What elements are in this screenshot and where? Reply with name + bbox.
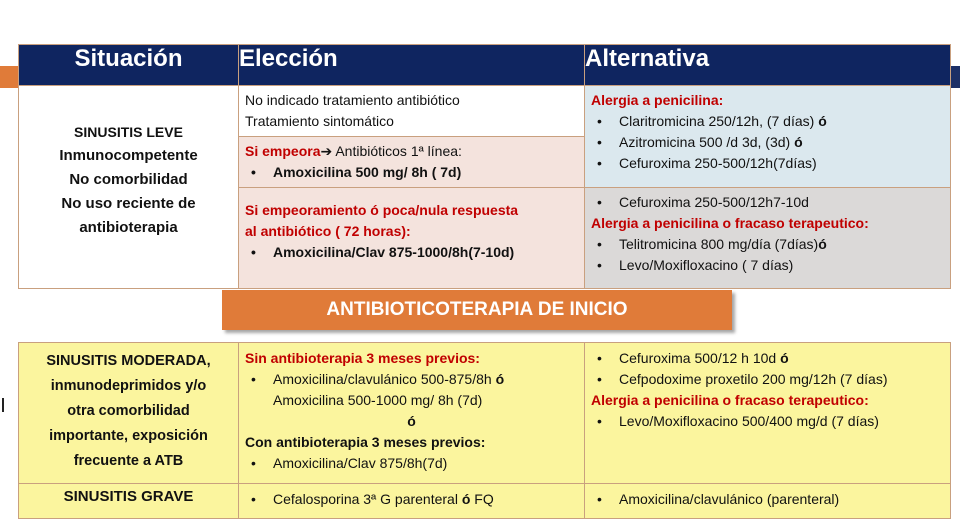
list-item: • Cefalosporina 3ª G parenteral ó FQ <box>245 489 578 510</box>
alternative-cell-moderada <box>585 343 951 484</box>
choice-cell-no-antibiotic <box>239 86 585 137</box>
table-row <box>19 484 951 519</box>
list-item: • Levo/Moxifloxacino ( 7 días) <box>591 255 944 276</box>
choice-or: ó <box>407 413 416 429</box>
list-item: • Levo/Moxifloxacino 500/400 mg/d (7 días) <box>591 411 944 432</box>
list-item: • Amoxicilina/Clav 875-1000/8h(7-10d) <box>245 242 578 263</box>
choice-text: No indicado tratamiento antibiótico <box>245 92 460 108</box>
list-item: • Cefpodoxime proxetilo 200 mg/12h (7 días) <box>591 369 944 390</box>
choice-heading: Sin antibioterapia 3 meses previos: <box>245 350 480 366</box>
situation-cell-grave <box>19 484 239 519</box>
alternative-heading: Alergia a penicilina o fracaso terapeutico: <box>591 215 869 231</box>
list-item: • Telitromicina 800 mg/día (7días)ó <box>591 234 944 255</box>
header-eleccion: Elección <box>239 45 585 86</box>
situation-line: No comorbilidad <box>69 171 188 188</box>
section-banner: ANTIBIOTICOTERAPIA DE INICIO <box>222 290 732 330</box>
list-item: • Cefuroxima 250-500/12h(7días) <box>591 153 944 174</box>
choice-cell-poor-response <box>239 188 585 289</box>
table-row <box>19 86 951 137</box>
header-situacion: Situación <box>19 45 239 86</box>
situation-line: No uso reciente de <box>61 195 196 212</box>
choice-cell-if-worse <box>239 137 585 188</box>
list-item: • Amoxicilina 500 mg/ 8h ( 7d) <box>245 162 578 183</box>
choice-cell-grave <box>239 484 585 519</box>
header-alternativa: Alternativa <box>585 45 951 86</box>
moderate-severe-sinusitis-table <box>18 342 951 519</box>
situation-line: importante, exposición <box>49 428 208 444</box>
situation-title: SINUSITIS GRAVE <box>63 488 194 505</box>
table-header-row <box>19 45 951 86</box>
list-item: • Amoxicilina/Clav 875/8h(7d) <box>245 453 578 474</box>
choice-heading: al antibiótico ( 72 horas): <box>245 223 411 239</box>
situation-line: antibioterapia <box>79 219 178 236</box>
situation-line: otra comorbilidad <box>67 403 190 419</box>
alternative-cell-failure <box>585 188 951 289</box>
list-item: • Amoxicilina/clavulánico (parenteral) <box>591 489 944 510</box>
choice-heading: Con antibioterapia 3 meses previos: <box>245 434 486 450</box>
left-orange-accent-bar <box>0 66 18 88</box>
arrow-right-icon: ➔ <box>320 143 333 159</box>
choice-cell-moderada <box>239 343 585 484</box>
situation-line: Inmunocompetente <box>59 147 198 164</box>
situation-line: inmunodeprimidos y/o <box>50 378 207 394</box>
situation-cell-moderada <box>19 343 239 484</box>
choice-text: Si empeora➔ Antibióticos 1ª línea: <box>245 143 462 159</box>
choice-heading: Si empeoramiento ó poca/nula respuesta <box>245 202 519 218</box>
situation-title: SINUSITIS LEVE <box>74 124 183 140</box>
alternative-cell-grave <box>585 484 951 519</box>
alternative-heading: Alergia a penicilina o fracaso terapeutico: <box>591 392 869 408</box>
alternative-heading: Alergia a penicilina: <box>591 92 724 108</box>
list-item: • Amoxicilina/clavulánico 500-875/8h ó <box>245 369 578 390</box>
situation-title: SINUSITIS MODERADA, <box>46 353 211 369</box>
situation-cell-leve <box>19 86 239 289</box>
alternative-cell-allergy <box>585 86 951 188</box>
left-margin-mark <box>2 398 4 412</box>
list-item: • Cefuroxima 250-500/12h7-10d <box>591 192 944 213</box>
list-item: • Cefuroxima 500/12 h 10d ó <box>591 348 944 369</box>
choice-text: Tratamiento sintomático <box>245 113 394 129</box>
situation-line: frecuente a ATB <box>73 453 184 469</box>
table-row <box>19 343 951 484</box>
choice-text: Amoxicilina 500-1000 mg/ 8h (7d) <box>273 392 483 408</box>
mild-sinusitis-table <box>18 44 951 289</box>
list-item: • Claritromicina 250/12h, (7 días) ó <box>591 111 944 132</box>
list-item: • Azitromicina 500 /d 3d, (3d) ó <box>591 132 944 153</box>
right-navy-accent-bar <box>950 66 960 88</box>
